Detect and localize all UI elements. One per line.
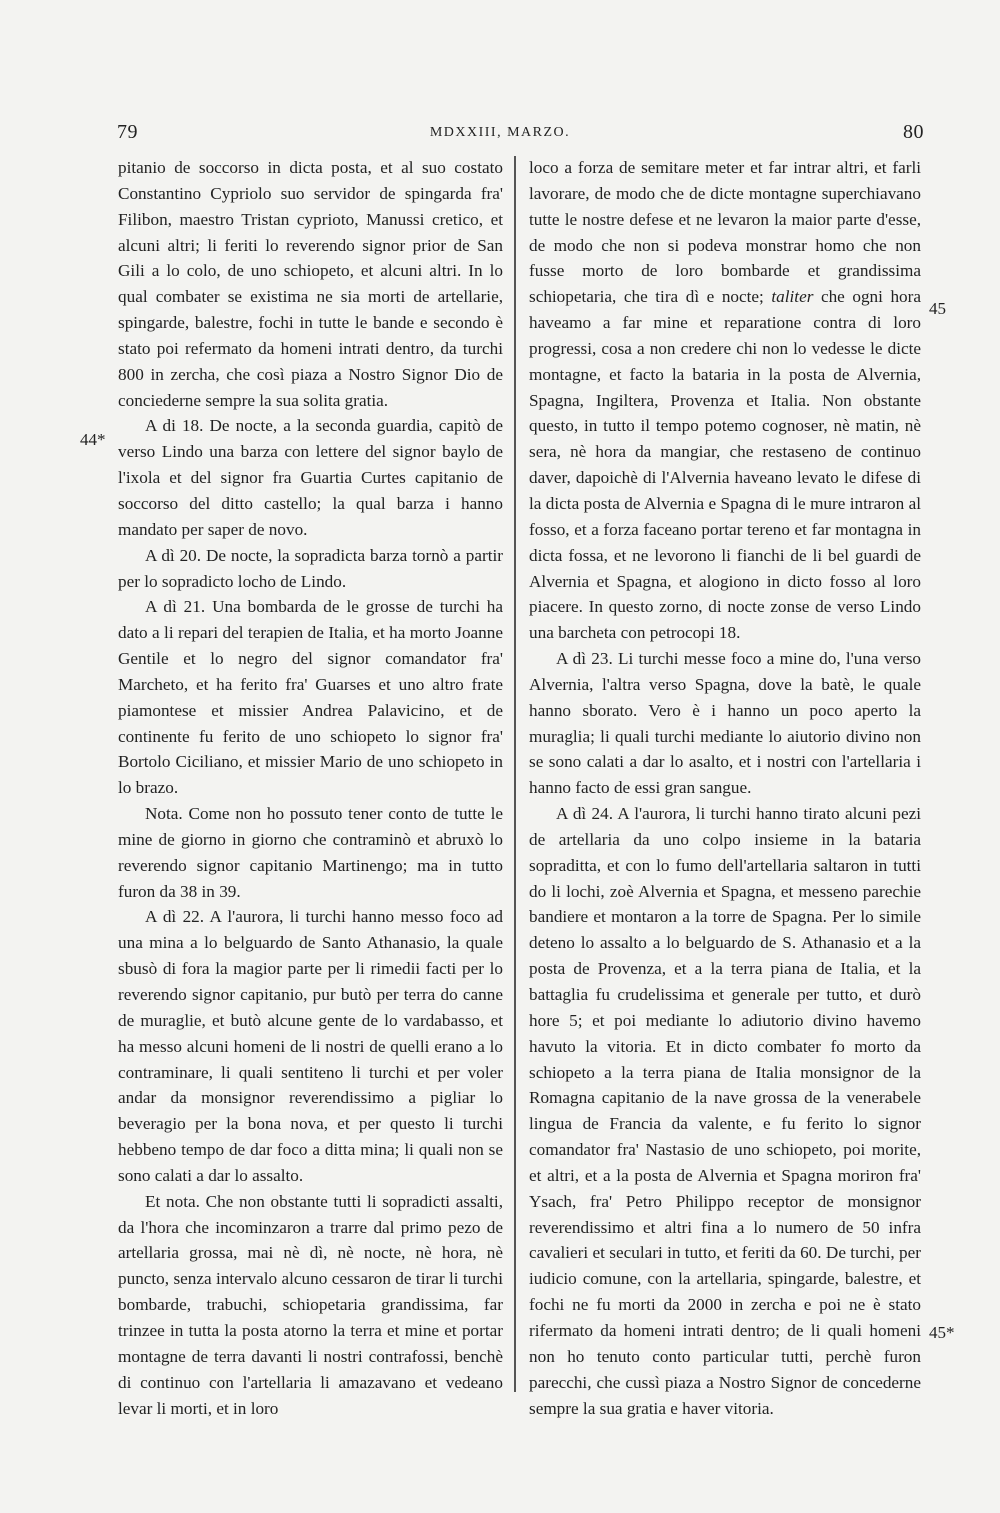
paragraph: A dì 20. De nocte, la sopradicta barza tornò a partir per lo sopradicto locho de Lindo. — [118, 545, 503, 591]
text-span: loco a forza de semitare meter et far intrar altri, et farli lavorare, de modo che de dicte montagne superchiavano tutte le nostre defese et ne levaron la maior parte d'esse, de modo che non si podeva monstrar homo che non fusse morto de loro bombarde et grandissima schiopetaria, che tira dì e nocte; — [529, 158, 921, 307]
left-text-column — [118, 155, 503, 1421]
paragraph: pitanio de soccorso in dicta posta, et al suo costato Constantino Cypriolo suo servidor de spingarda fra' Filibon, maestro Tristan cyprioto, Manussi cretico, et alcuni altri; li feriti lo reverendo signor prior de San Gili a lo colo, de uno schiopeto, et alcuni altri. In lo qual combater se existima ne sia morti de artellarie, spingarde, balestre, fochi in tutte le bande e secondo è stato poi refermato da homeni intrati dentro, da turchi 800 in zercha, che così piaza a Nostro Signor Dio de conciederne sempre la sua solita gratia. — [118, 158, 503, 410]
left-page-number: 79 — [117, 121, 138, 143]
paragraph: Et nota. Che non obstante tutti li sopradicti assalti, da l'hora che incominzaron a trarre dal primo pezo de artellaria grossa, mai nè dì, nè nocte, nè hora, nè puncto, senza intervalo alcuno cessaron de tirar li turchi bombarde, trabuchi, schiopetaria grandissima, far trinzee in tutta la posta atorno la terra et mine et portar montagne de terra davanti li nostri contrafossi, benchè di continuo con l'artellaria li amazavano et vedeano levar li morti, et in loro — [118, 1191, 503, 1418]
paragraph: A dì 22. A l'aurora, li turchi hanno messo foco ad una mina a lo belguardo de Santo Athanasio, la quale sbusò di fora la magior parte per li rimedii facti per lo reverendo signor capitanio, pur butò per terra do canne de muraglie, et butò alcune gente de lo vardabasso, et ha messo alcuni homeni de li nostri de quelli erano a lo contraminare, li quali sentiteno li turchi et per voler andar da monsignor reverendissimo a pigliar lo beveragio per la bona nova, et per questo li turchi hebbeno tempo de dar foco a ditta mina; li quali non se sono calati a dar lo assalto. — [118, 907, 503, 1185]
paragraph: A dì 23. Li turchi messe foco a mine do, l'una verso Alvernia, l'altra verso Spagna, dove la batè, le quale hanno sborato. Vero è i hanno un poco aperto la muraglia; li quali turchi mediante lo aiutorio divino non se sono calati a dar lo asalto, et i nostri con l'artellaria i hanno facto de essi gran sangue. — [529, 649, 921, 798]
paragraph: Nota. Come non ho possuto tener conto de tutte le mine de giorno in giorno che contraminò et abruxò lo reverendo signor capitanio Martinengo; ma in tutto furon da 38 in 39. — [118, 804, 503, 901]
margin-note-45-star: 45* — [929, 1323, 955, 1342]
margin-note-44: 44* — [80, 430, 106, 449]
right-page-number: 80 — [903, 121, 924, 143]
paragraph — [529, 155, 921, 646]
paragraph: A di 18. De nocte, a la seconda guardia, capitò de verso Lindo una barza con lettere del signor baylo de l'ixola et del signor fra Guartia Curtes capitanio de soccorso del ditto castello; la qual barza i hanno mandato per saper de novo. — [118, 416, 503, 539]
running-header-title: MDXXIII, MARZO. — [429, 125, 571, 140]
paragraph: A dì 21. Una bombarda de le grosse de turchi ha dato a li repari del terapien de Italia, et ha morto Joanne Gentile et lo negro del signor comandator fra' Marcheto, et ha ferito fra' Guarses et uno altro frate piamontese et missier Andrea Palavicino, et de continente fu ferito de uno schiopeto lo signor fra' Bortolo Ciciliano, et missier Mario de uno schiopeto in lo brazo. — [118, 597, 503, 798]
text-span: che ogni hora haveamo a far mine et reparatione contra di loro progressi, cosa a non credere chi non lo vedesse le dicte montagne, et facto la bataria in la posta de Alvernia, Spagna, Ingiltera, Provenza et Italia. Non obstante questo, in tutto il tempo potemo cognoser, nè matin, nè sera, nè hora da mangiar, che restaseno de continuo daver, dapoichè di l'Alvernia haveano levato le difese di la dicta posta de Alvernia e Spagna di le mure intraron al fosso, et a forza faceano portar tereno et far montagna in dicta fossa, et ne levorono li fianchi de li bel guardi de Alvernia et Spagna, et alogiono in dicto fosso al loro piacere. In questo zorno, di nocte zonse de verso Lindo una barcheta con petrocopi 18. — [529, 287, 922, 643]
italic-word: taliter — [771, 287, 814, 307]
right-text-column — [529, 155, 921, 1421]
margin-note-45: 45 — [929, 299, 946, 318]
column-divider — [514, 156, 516, 1392]
paragraph: A dì 24. A l'aurora, li turchi hanno tirato alcuni pezi de artellaria da uno colpo insieme in la bataria sopraditta, et con lo fumo dell'artellaria saltaron in tutti do li lochi, zoè Alvernia et Spagna, et messeno parechie bandiere et montaron a la torre de Spagna. Per lo simile deteno lo assalto a lo belguardo de S. Athanasio et a la posta de Provenza, et a la terra piana de Italia, et la battaglia fu crudelissima et generale per tutto, et durò hore 5; et poi mediante lo adiutorio divino havemo havuto la vitoria. Et in dicto combater fo morto da schiopeto a la terra piana de Italia monsignor de la Romagna capitanio de la nave grossa de la venerabele lingua de Francia da valente, e fu ferito lo signor comandator fra' Nastasio de uno schiopeto, poi morite, et altri, et a la posta de Alvernia et Spagna moriron fra' Ysach, fra' Petro Philippo receptor de monsignor reverendissimo et altri fina a lo numero de 50 infra cavalieri et seculari in tutto, et feriti da 60. De turchi, per iudicio comune, con la artellaria, spingarde, balestre, et fochi ne fu morti da 2000 in zercha e poi ne è stato rifermato da homeni intrati dentro; de li quali homeni non ho tenuto conto particular tutti, perchè furon parecchi, che cussì piaza a Nostro Signor de concederne sempre la sua gratia e haver vitoria. — [529, 804, 921, 1418]
